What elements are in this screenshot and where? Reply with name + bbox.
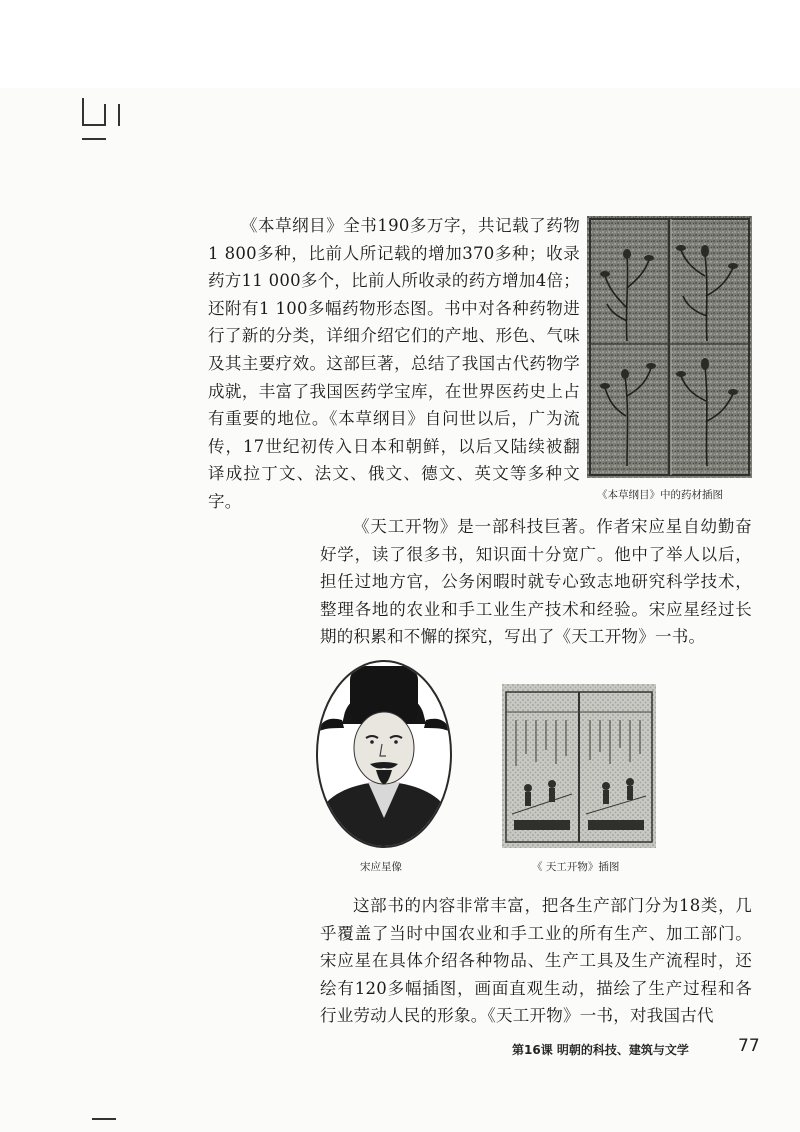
crop-mark xyxy=(82,124,106,126)
paragraph-tiangong-intro: 《天工开物》是一部科技巨著。作者宋应星自幼勤奋好学，读了很多书，知识面十分宽广。他中了举人以后，担任过地方官，公务闲暇时就专心致志地研究科学技术，整理各地的农业和手工业生产技术和经验。宋应星经过长期的积累和不懈的探究，写出了《天工开物》一书。 xyxy=(320,517,752,647)
paragraph-tiangong-content: 这部书的内容非常丰富，把各生产部门分为18类，几乎覆盖了当时中国农业和手工业的所有生产、加工部门。宋应星在具体介绍各种物品、生产工具及生产流程时，还绘有120多幅插图，画面直观生动，描绘了生产过程和各行业劳动人民的形象。《天工开物》一书，对我国古代 xyxy=(320,896,752,1026)
crop-mark xyxy=(104,104,106,126)
song-yingxing-portrait xyxy=(314,658,454,850)
lesson-title-footer: 第16课 明朝的科技、建筑与文学 xyxy=(512,1043,689,1057)
bencao-herb-illustration xyxy=(587,216,752,478)
tiangong-illustration xyxy=(502,684,656,848)
paragraph-bencao: 《本草纲目》全书190多万字，共记载了药物1 800多种，比前人所记载的增加370多种；收录药方11 000多个，比前人所收录的药方增加4倍；还附有1 100多幅药物形态图。书中对各种药物进行了新的分类，详细介绍它们的产地、形色、气味及其主要疗效。这部巨著，总结了我国古代药物学成就，丰富了我国医药学宝库，在世界医药史上占有重要的地位。《本草纲目》自问世以后，广为流传，17世纪初传入日本和朝鲜，以后又陆续被翻译成拉丁文、法文、俄文、德文、英文等多种文字。 xyxy=(208,216,580,511)
crop-mark xyxy=(118,104,120,126)
crop-mark xyxy=(82,98,84,124)
caption-bencao: 《本草纲目》中的药材插图 xyxy=(597,489,723,501)
page-top-band xyxy=(0,0,800,88)
crop-mark xyxy=(82,138,106,140)
caption-tiangong: 《 天工开物》插图 xyxy=(532,861,620,873)
caption-song-portrait: 宋应星像 xyxy=(360,861,402,873)
page-number: 77 xyxy=(738,1036,760,1056)
crop-mark xyxy=(92,1118,116,1120)
